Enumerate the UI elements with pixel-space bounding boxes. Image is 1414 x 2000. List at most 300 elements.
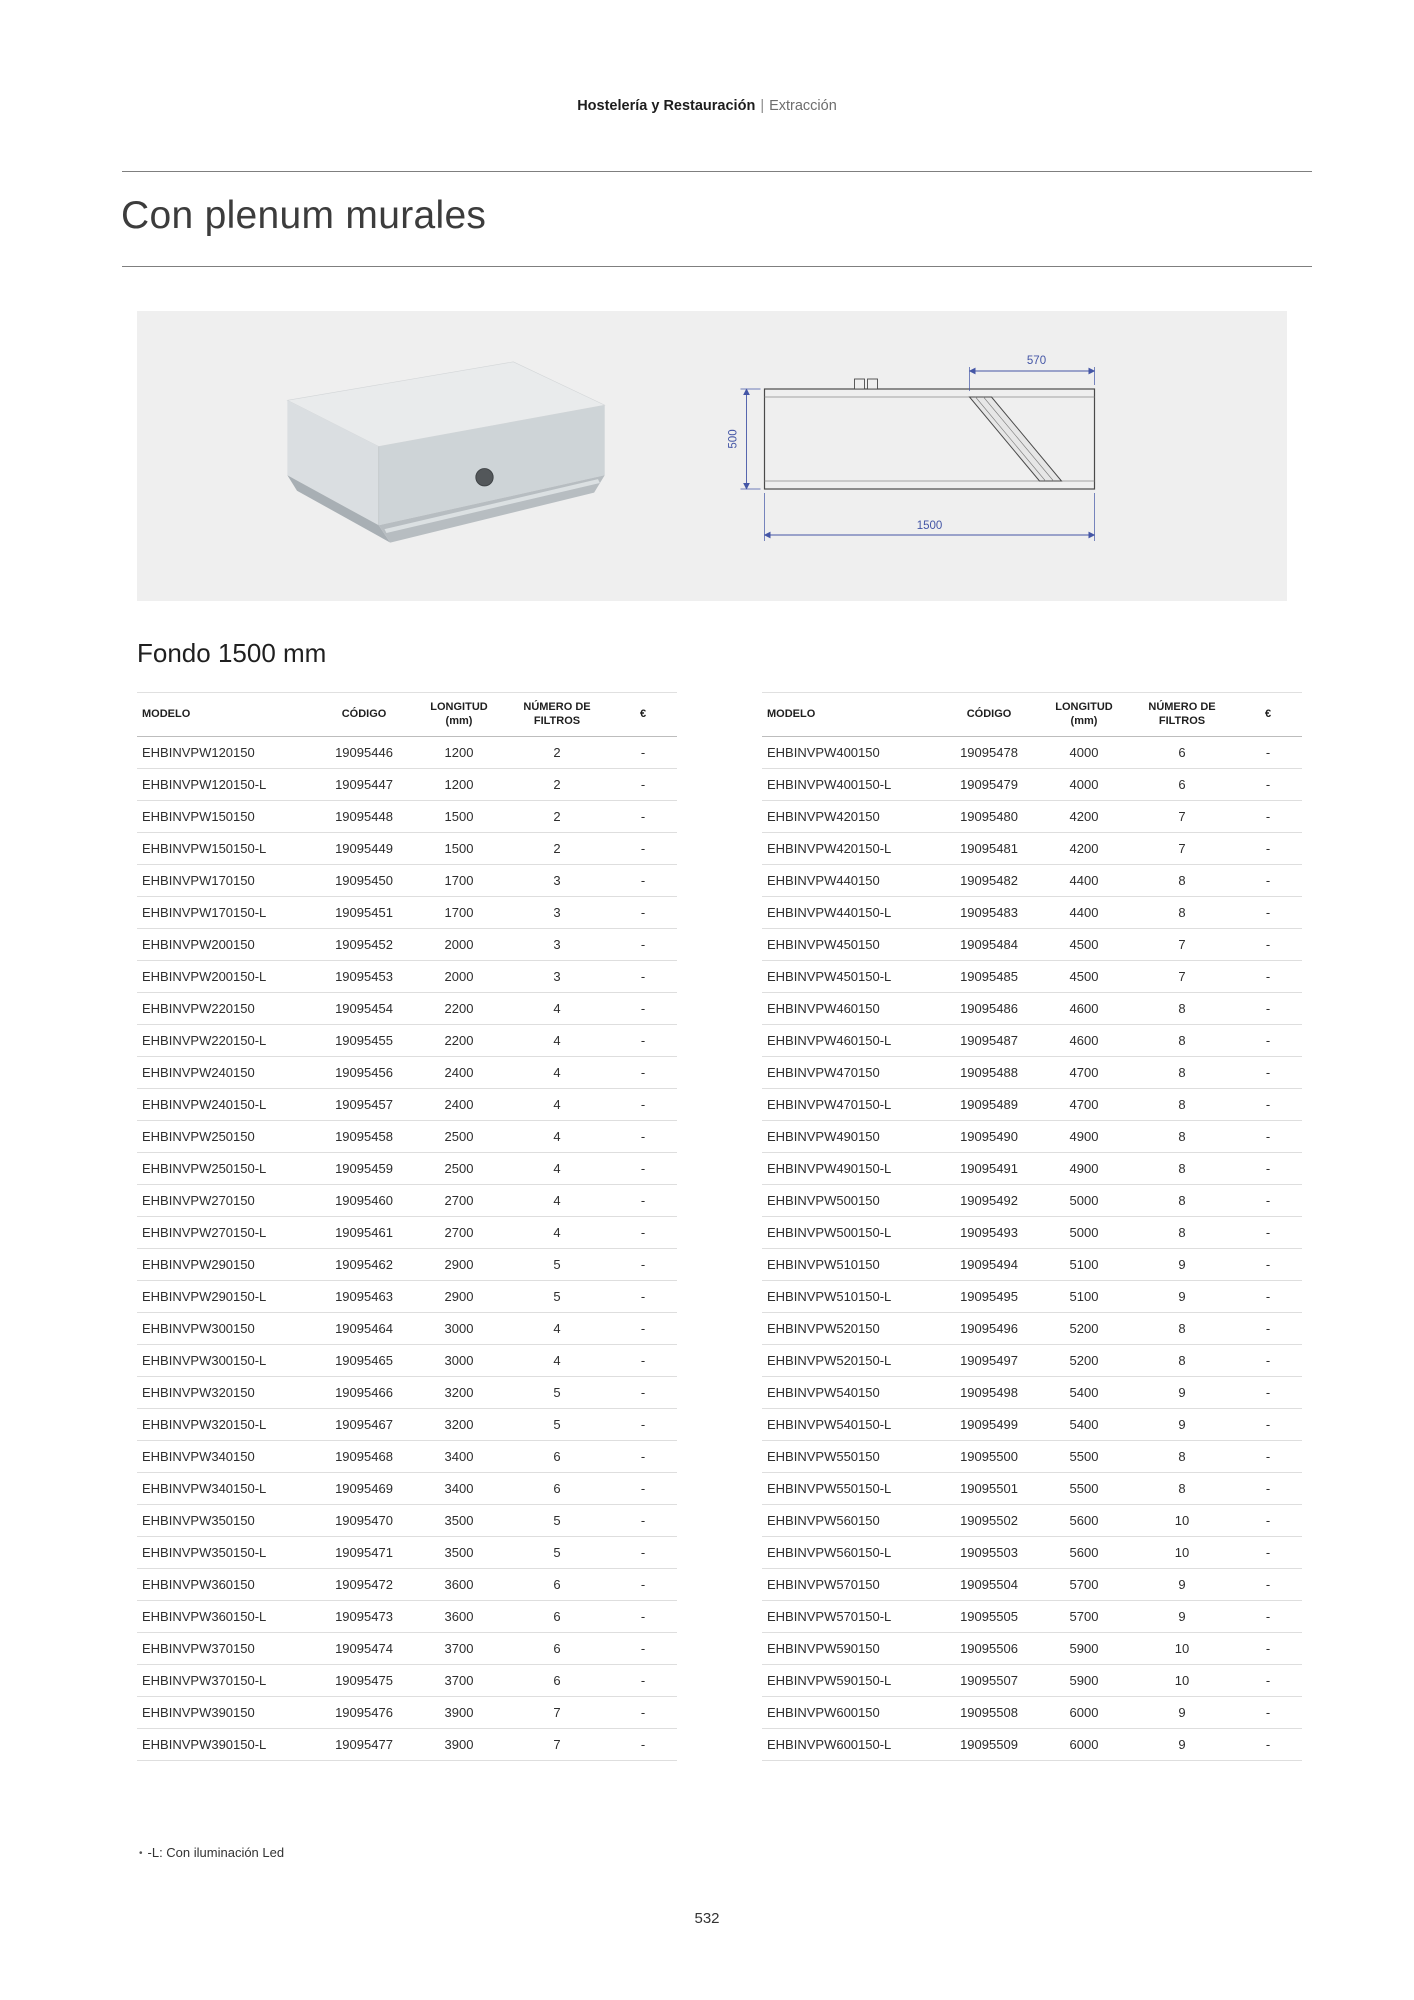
cell-codigo: 19095478 bbox=[940, 736, 1038, 768]
cell-longitud: 5500 bbox=[1038, 1472, 1130, 1504]
cell-longitud: 4600 bbox=[1038, 992, 1130, 1024]
cell-modelo: EHBINVPW450150 bbox=[762, 928, 940, 960]
cell-longitud: 3700 bbox=[413, 1664, 505, 1696]
table-row bbox=[137, 1536, 677, 1568]
table-row bbox=[137, 1696, 677, 1728]
cell-filtros: 5 bbox=[505, 1376, 609, 1408]
cell-precio: - bbox=[1234, 1344, 1302, 1376]
table-row bbox=[762, 960, 1302, 992]
cell-modelo: EHBINVPW550150-L bbox=[762, 1472, 940, 1504]
cell-longitud: 3600 bbox=[413, 1568, 505, 1600]
cell-modelo: EHBINVPW500150 bbox=[762, 1184, 940, 1216]
table-row bbox=[762, 1024, 1302, 1056]
cell-modelo: EHBINVPW390150-L bbox=[137, 1728, 315, 1760]
cell-longitud: 2700 bbox=[413, 1216, 505, 1248]
cell-precio: - bbox=[609, 1536, 677, 1568]
cell-modelo: EHBINVPW440150-L bbox=[762, 896, 940, 928]
cell-precio: - bbox=[1234, 1152, 1302, 1184]
cell-longitud: 2500 bbox=[413, 1152, 505, 1184]
cell-precio: - bbox=[609, 1024, 677, 1056]
product-panel bbox=[137, 311, 1287, 601]
table-row bbox=[137, 1504, 677, 1536]
cell-filtros: 4 bbox=[505, 1344, 609, 1376]
header-filtros-line2: FILTROS bbox=[533, 715, 581, 728]
cell-modelo: EHBINVPW440150 bbox=[762, 864, 940, 896]
cell-codigo: 19095464 bbox=[315, 1312, 413, 1344]
cell-precio: - bbox=[609, 1696, 677, 1728]
cell-codigo: 19095506 bbox=[940, 1632, 1038, 1664]
cell-precio: - bbox=[609, 1120, 677, 1152]
cell-modelo: EHBINVPW320150-L bbox=[137, 1408, 315, 1440]
cell-precio: - bbox=[609, 1408, 677, 1440]
header-precio: € bbox=[609, 693, 677, 737]
cell-precio: - bbox=[1234, 1440, 1302, 1472]
cell-precio: - bbox=[609, 1472, 677, 1504]
table-row bbox=[137, 1632, 677, 1664]
cell-filtros: 8 bbox=[1130, 1344, 1234, 1376]
cell-filtros: 2 bbox=[505, 832, 609, 864]
cell-modelo: EHBINVPW250150 bbox=[137, 1120, 315, 1152]
table-row bbox=[137, 768, 677, 800]
cell-filtros: 7 bbox=[505, 1696, 609, 1728]
cell-longitud: 5400 bbox=[1038, 1408, 1130, 1440]
table-row bbox=[137, 992, 677, 1024]
cell-codigo: 19095450 bbox=[315, 864, 413, 896]
cell-modelo: EHBINVPW510150 bbox=[762, 1248, 940, 1280]
cell-codigo: 19095463 bbox=[315, 1280, 413, 1312]
cell-codigo: 19095486 bbox=[940, 992, 1038, 1024]
cell-filtros: 9 bbox=[1130, 1568, 1234, 1600]
cell-longitud: 4000 bbox=[1038, 768, 1130, 800]
cell-precio: - bbox=[1234, 928, 1302, 960]
table-row bbox=[762, 1216, 1302, 1248]
cell-codigo: 19095484 bbox=[940, 928, 1038, 960]
cell-codigo: 19095457 bbox=[315, 1088, 413, 1120]
cell-precio: - bbox=[1234, 800, 1302, 832]
cell-filtros: 8 bbox=[1130, 1312, 1234, 1344]
header-filtros bbox=[505, 693, 609, 737]
cell-longitud: 4400 bbox=[1038, 896, 1130, 928]
table-row bbox=[762, 1472, 1302, 1504]
table-row bbox=[137, 1248, 677, 1280]
cell-codigo: 19095476 bbox=[315, 1696, 413, 1728]
cell-codigo: 19095485 bbox=[940, 960, 1038, 992]
table-row bbox=[137, 1728, 677, 1760]
table-row bbox=[762, 1376, 1302, 1408]
drawing-collar-right bbox=[868, 379, 878, 389]
cell-precio: - bbox=[1234, 1632, 1302, 1664]
cell-longitud: 5900 bbox=[1038, 1664, 1130, 1696]
cell-longitud: 1500 bbox=[413, 832, 505, 864]
cell-filtros: 8 bbox=[1130, 864, 1234, 896]
cell-precio: - bbox=[609, 736, 677, 768]
cell-filtros: 8 bbox=[1130, 1120, 1234, 1152]
cell-precio: - bbox=[1234, 1216, 1302, 1248]
cell-modelo: EHBINVPW270150 bbox=[137, 1184, 315, 1216]
cell-longitud: 2200 bbox=[413, 992, 505, 1024]
cell-precio: - bbox=[1234, 1184, 1302, 1216]
cell-modelo: EHBINVPW350150-L bbox=[137, 1536, 315, 1568]
page-number: 532 bbox=[694, 1910, 720, 1927]
cell-precio: - bbox=[609, 1344, 677, 1376]
cell-codigo: 19095509 bbox=[940, 1728, 1038, 1760]
cell-filtros: 10 bbox=[1130, 1536, 1234, 1568]
cell-precio: - bbox=[1234, 1088, 1302, 1120]
spec-table-left bbox=[137, 692, 677, 1761]
cell-filtros: 6 bbox=[505, 1664, 609, 1696]
table-row bbox=[762, 864, 1302, 896]
table-row bbox=[137, 896, 677, 928]
table-row bbox=[137, 1408, 677, 1440]
header-longitud-line2: (mm) bbox=[445, 715, 473, 728]
cell-modelo: EHBINVPW250150-L bbox=[137, 1152, 315, 1184]
cell-modelo: EHBINVPW300150-L bbox=[137, 1344, 315, 1376]
cell-longitud: 1200 bbox=[413, 768, 505, 800]
cell-filtros: 4 bbox=[505, 992, 609, 1024]
cell-codigo: 19095467 bbox=[315, 1408, 413, 1440]
cell-modelo: EHBINVPW240150-L bbox=[137, 1088, 315, 1120]
cell-modelo: EHBINVPW570150 bbox=[762, 1568, 940, 1600]
cell-modelo: EHBINVPW340150 bbox=[137, 1440, 315, 1472]
cell-filtros: 4 bbox=[505, 1056, 609, 1088]
top-rule bbox=[122, 171, 1312, 172]
cell-longitud: 2900 bbox=[413, 1248, 505, 1280]
cell-modelo: EHBINVPW560150-L bbox=[762, 1536, 940, 1568]
cell-filtros: 9 bbox=[1130, 1600, 1234, 1632]
cell-modelo: EHBINVPW460150 bbox=[762, 992, 940, 1024]
table-row bbox=[137, 1056, 677, 1088]
cell-longitud: 3900 bbox=[413, 1696, 505, 1728]
cell-modelo: EHBINVPW340150-L bbox=[137, 1472, 315, 1504]
cell-modelo: EHBINVPW490150 bbox=[762, 1120, 940, 1152]
cell-longitud: 3400 bbox=[413, 1472, 505, 1504]
table-row bbox=[137, 1152, 677, 1184]
cell-filtros: 8 bbox=[1130, 1472, 1234, 1504]
table-row bbox=[762, 1152, 1302, 1184]
table-row bbox=[137, 1280, 677, 1312]
cell-codigo: 19095494 bbox=[940, 1248, 1038, 1280]
cell-codigo: 19095500 bbox=[940, 1440, 1038, 1472]
drawing-filter bbox=[970, 397, 1062, 481]
table-row bbox=[137, 960, 677, 992]
cell-precio: - bbox=[1234, 768, 1302, 800]
cell-longitud: 5200 bbox=[1038, 1312, 1130, 1344]
cell-longitud: 3200 bbox=[413, 1376, 505, 1408]
cell-codigo: 19095468 bbox=[315, 1440, 413, 1472]
cell-precio: - bbox=[609, 1280, 677, 1312]
cell-longitud: 3400 bbox=[413, 1440, 505, 1472]
cell-modelo: EHBINVPW510150-L bbox=[762, 1280, 940, 1312]
cell-precio: - bbox=[609, 1088, 677, 1120]
table-row bbox=[137, 832, 677, 864]
cell-modelo: EHBINVPW360150-L bbox=[137, 1600, 315, 1632]
cell-precio: - bbox=[1234, 1024, 1302, 1056]
cell-codigo: 19095446 bbox=[315, 736, 413, 768]
cell-modelo: EHBINVPW290150-L bbox=[137, 1280, 315, 1312]
cell-filtros: 2 bbox=[505, 768, 609, 800]
cell-modelo: EHBINVPW600150 bbox=[762, 1696, 940, 1728]
cell-longitud: 5700 bbox=[1038, 1568, 1130, 1600]
cell-longitud: 5000 bbox=[1038, 1216, 1130, 1248]
cell-precio: - bbox=[609, 1568, 677, 1600]
cell-filtros: 6 bbox=[1130, 736, 1234, 768]
cell-precio: - bbox=[1234, 832, 1302, 864]
cell-precio: - bbox=[1234, 992, 1302, 1024]
table-row bbox=[762, 1312, 1302, 1344]
table-header-row bbox=[762, 693, 1302, 737]
cell-precio: - bbox=[609, 832, 677, 864]
cell-modelo: EHBINVPW520150-L bbox=[762, 1344, 940, 1376]
cell-precio: - bbox=[1234, 1312, 1302, 1344]
cell-longitud: 4000 bbox=[1038, 736, 1130, 768]
cell-precio: - bbox=[609, 1728, 677, 1760]
cell-codigo: 19095501 bbox=[940, 1472, 1038, 1504]
table-row bbox=[137, 928, 677, 960]
dimension-bottom-label: 1500 bbox=[916, 520, 943, 532]
cell-modelo: EHBINVPW470150-L bbox=[762, 1088, 940, 1120]
cell-precio: - bbox=[1234, 1664, 1302, 1696]
cell-modelo: EHBINVPW540150 bbox=[762, 1376, 940, 1408]
footnote bbox=[139, 1845, 284, 1860]
cell-filtros: 5 bbox=[505, 1408, 609, 1440]
cell-longitud: 4600 bbox=[1038, 1024, 1130, 1056]
cell-longitud: 1200 bbox=[413, 736, 505, 768]
table-row bbox=[762, 800, 1302, 832]
cell-precio: - bbox=[1234, 896, 1302, 928]
cell-precio: - bbox=[1234, 1696, 1302, 1728]
cell-modelo: EHBINVPW360150 bbox=[137, 1568, 315, 1600]
page-title: Con plenum murales bbox=[121, 194, 487, 237]
cell-precio: - bbox=[609, 1248, 677, 1280]
cell-longitud: 1700 bbox=[413, 896, 505, 928]
cell-filtros: 5 bbox=[505, 1536, 609, 1568]
cell-modelo: EHBINVPW420150 bbox=[762, 800, 940, 832]
technical-drawing bbox=[722, 329, 1177, 587]
table-row bbox=[762, 1088, 1302, 1120]
cell-filtros: 4 bbox=[505, 1088, 609, 1120]
cell-codigo: 19095465 bbox=[315, 1344, 413, 1376]
right-table-body bbox=[762, 736, 1302, 1760]
cell-longitud: 2500 bbox=[413, 1120, 505, 1152]
cell-filtros: 7 bbox=[1130, 832, 1234, 864]
cell-codigo: 19095493 bbox=[940, 1216, 1038, 1248]
cell-modelo: EHBINVPW270150-L bbox=[137, 1216, 315, 1248]
cell-codigo: 19095474 bbox=[315, 1632, 413, 1664]
header-longitud-line1: LONGITUD bbox=[1055, 701, 1113, 713]
table-row bbox=[137, 1440, 677, 1472]
table-row bbox=[762, 1568, 1302, 1600]
cell-longitud: 5200 bbox=[1038, 1344, 1130, 1376]
cell-modelo: EHBINVPW170150 bbox=[137, 864, 315, 896]
cell-filtros: 9 bbox=[1130, 1248, 1234, 1280]
cell-precio: - bbox=[609, 1056, 677, 1088]
cell-modelo: EHBINVPW290150 bbox=[137, 1248, 315, 1280]
table-row bbox=[137, 1120, 677, 1152]
cell-modelo: EHBINVPW200150-L bbox=[137, 960, 315, 992]
cell-filtros: 8 bbox=[1130, 1088, 1234, 1120]
breadcrumb-subsection: Extracción bbox=[769, 98, 837, 114]
cell-filtros: 3 bbox=[505, 960, 609, 992]
cell-filtros: 7 bbox=[1130, 960, 1234, 992]
cell-filtros: 5 bbox=[505, 1504, 609, 1536]
table-row bbox=[762, 1120, 1302, 1152]
table-row bbox=[137, 1312, 677, 1344]
cell-longitud: 4500 bbox=[1038, 928, 1130, 960]
cell-filtros: 4 bbox=[505, 1184, 609, 1216]
cell-precio: - bbox=[1234, 960, 1302, 992]
table-row bbox=[137, 1472, 677, 1504]
table-row bbox=[762, 1696, 1302, 1728]
cell-modelo: EHBINVPW370150 bbox=[137, 1632, 315, 1664]
cell-longitud: 4200 bbox=[1038, 800, 1130, 832]
cell-precio: - bbox=[1234, 1120, 1302, 1152]
cell-filtros: 6 bbox=[1130, 768, 1234, 800]
cell-longitud: 4700 bbox=[1038, 1056, 1130, 1088]
cell-precio: - bbox=[609, 1504, 677, 1536]
cell-modelo: EHBINVPW590150-L bbox=[762, 1664, 940, 1696]
header-filtros-line2: FILTROS bbox=[1158, 715, 1206, 728]
cell-codigo: 19095470 bbox=[315, 1504, 413, 1536]
table-row bbox=[762, 1664, 1302, 1696]
cell-codigo: 19095483 bbox=[940, 896, 1038, 928]
cell-codigo: 19095477 bbox=[315, 1728, 413, 1760]
cell-filtros: 8 bbox=[1130, 896, 1234, 928]
header-codigo: CÓDIGO bbox=[315, 693, 413, 737]
header-longitud bbox=[413, 693, 505, 737]
cell-codigo: 19095454 bbox=[315, 992, 413, 1024]
cell-longitud: 5900 bbox=[1038, 1632, 1130, 1664]
cell-codigo: 19095458 bbox=[315, 1120, 413, 1152]
cell-filtros: 10 bbox=[1130, 1664, 1234, 1696]
cell-codigo: 19095507 bbox=[940, 1664, 1038, 1696]
cell-longitud: 3900 bbox=[413, 1728, 505, 1760]
brand-logo-icon bbox=[476, 469, 493, 486]
cell-longitud: 3700 bbox=[413, 1632, 505, 1664]
cell-longitud: 1700 bbox=[413, 864, 505, 896]
title-rule bbox=[122, 266, 1312, 267]
cell-modelo: EHBINVPW350150 bbox=[137, 1504, 315, 1536]
cell-codigo: 19095480 bbox=[940, 800, 1038, 832]
cell-modelo: EHBINVPW120150 bbox=[137, 736, 315, 768]
header-longitud-line1: LONGITUD bbox=[430, 701, 488, 713]
cell-filtros: 9 bbox=[1130, 1376, 1234, 1408]
cell-precio: - bbox=[609, 1152, 677, 1184]
cell-modelo: EHBINVPW490150-L bbox=[762, 1152, 940, 1184]
cell-precio: - bbox=[609, 1632, 677, 1664]
cell-filtros: 3 bbox=[505, 928, 609, 960]
cell-longitud: 4900 bbox=[1038, 1152, 1130, 1184]
cell-codigo: 19095502 bbox=[940, 1504, 1038, 1536]
cell-codigo: 19095495 bbox=[940, 1280, 1038, 1312]
cell-codigo: 19095504 bbox=[940, 1568, 1038, 1600]
cell-precio: - bbox=[1234, 1504, 1302, 1536]
table-row bbox=[762, 736, 1302, 768]
cell-codigo: 19095475 bbox=[315, 1664, 413, 1696]
cell-modelo: EHBINVPW400150-L bbox=[762, 768, 940, 800]
cell-codigo: 19095479 bbox=[940, 768, 1038, 800]
cell-longitud: 3000 bbox=[413, 1312, 505, 1344]
cell-precio: - bbox=[1234, 1600, 1302, 1632]
cell-modelo: EHBINVPW150150 bbox=[137, 800, 315, 832]
cell-filtros: 4 bbox=[505, 1120, 609, 1152]
left-table-body bbox=[137, 736, 677, 1760]
cell-codigo: 19095456 bbox=[315, 1056, 413, 1088]
cell-filtros: 8 bbox=[1130, 992, 1234, 1024]
cell-modelo: EHBINVPW370150-L bbox=[137, 1664, 315, 1696]
cell-filtros: 8 bbox=[1130, 1024, 1234, 1056]
cell-modelo: EHBINVPW390150 bbox=[137, 1696, 315, 1728]
cell-precio: - bbox=[609, 960, 677, 992]
cell-codigo: 19095487 bbox=[940, 1024, 1038, 1056]
cell-modelo: EHBINVPW220150 bbox=[137, 992, 315, 1024]
cell-modelo: EHBINVPW150150-L bbox=[137, 832, 315, 864]
table-row bbox=[137, 1024, 677, 1056]
header-longitud bbox=[1038, 693, 1130, 737]
cell-filtros: 10 bbox=[1130, 1504, 1234, 1536]
cell-filtros: 8 bbox=[1130, 1152, 1234, 1184]
table-row bbox=[762, 928, 1302, 960]
cell-longitud: 3000 bbox=[413, 1344, 505, 1376]
cell-longitud: 2900 bbox=[413, 1280, 505, 1312]
cell-longitud: 3500 bbox=[413, 1536, 505, 1568]
cell-modelo: EHBINVPW240150 bbox=[137, 1056, 315, 1088]
cell-modelo: EHBINVPW300150 bbox=[137, 1312, 315, 1344]
cell-filtros: 7 bbox=[1130, 800, 1234, 832]
cell-longitud: 2400 bbox=[413, 1056, 505, 1088]
table-row bbox=[762, 1408, 1302, 1440]
cell-longitud: 5500 bbox=[1038, 1440, 1130, 1472]
cell-longitud: 5100 bbox=[1038, 1248, 1130, 1280]
cell-longitud: 2400 bbox=[413, 1088, 505, 1120]
cell-codigo: 19095460 bbox=[315, 1184, 413, 1216]
cell-precio: - bbox=[609, 928, 677, 960]
table-row bbox=[137, 1184, 677, 1216]
cell-codigo: 19095455 bbox=[315, 1024, 413, 1056]
cell-filtros: 6 bbox=[505, 1472, 609, 1504]
cell-longitud: 5600 bbox=[1038, 1536, 1130, 1568]
cell-codigo: 19095459 bbox=[315, 1152, 413, 1184]
cell-filtros: 4 bbox=[505, 1152, 609, 1184]
cell-longitud: 2700 bbox=[413, 1184, 505, 1216]
cell-longitud: 5000 bbox=[1038, 1184, 1130, 1216]
table-row bbox=[137, 1376, 677, 1408]
drawing-collar-left bbox=[855, 379, 865, 389]
cell-modelo: EHBINVPW590150 bbox=[762, 1632, 940, 1664]
cell-precio: - bbox=[1234, 864, 1302, 896]
cell-precio: - bbox=[609, 1312, 677, 1344]
cell-codigo: 19095482 bbox=[940, 864, 1038, 896]
table-row bbox=[137, 1088, 677, 1120]
breadcrumb bbox=[0, 98, 1414, 114]
cell-modelo: EHBINVPW420150-L bbox=[762, 832, 940, 864]
header-filtros-line1: NÚMERO DE bbox=[523, 701, 591, 713]
cell-precio: - bbox=[609, 1664, 677, 1696]
cell-codigo: 19095490 bbox=[940, 1120, 1038, 1152]
cell-precio: - bbox=[1234, 1568, 1302, 1600]
cell-longitud: 4900 bbox=[1038, 1120, 1130, 1152]
table-row bbox=[137, 1216, 677, 1248]
cell-modelo: EHBINVPW450150-L bbox=[762, 960, 940, 992]
cell-codigo: 19095508 bbox=[940, 1696, 1038, 1728]
cell-modelo: EHBINVPW220150-L bbox=[137, 1024, 315, 1056]
cell-precio: - bbox=[1234, 1536, 1302, 1568]
cell-longitud: 5600 bbox=[1038, 1504, 1130, 1536]
cell-filtros: 2 bbox=[505, 800, 609, 832]
cell-filtros: 4 bbox=[505, 1216, 609, 1248]
cell-codigo: 19095469 bbox=[315, 1472, 413, 1504]
table-row bbox=[762, 1632, 1302, 1664]
cell-precio: - bbox=[1234, 1408, 1302, 1440]
